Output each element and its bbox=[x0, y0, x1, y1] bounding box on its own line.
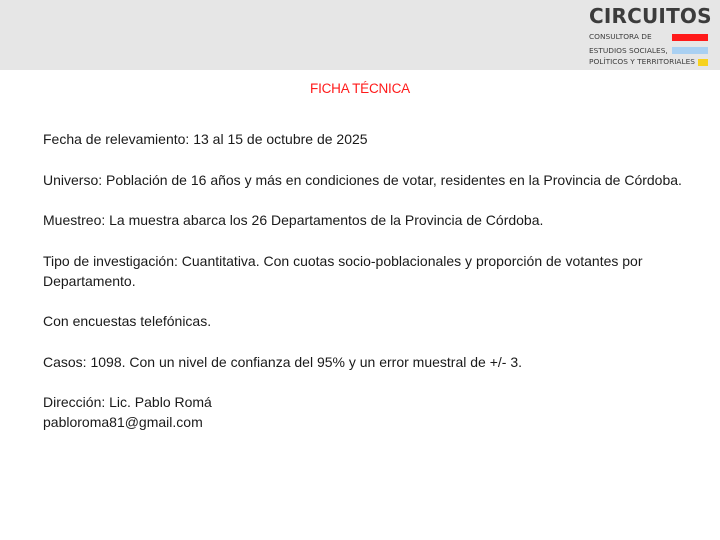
logo-blue-bar bbox=[672, 47, 708, 54]
logo-title: CIRCUITOS bbox=[589, 4, 712, 28]
logo-line-estudios: ESTUDIOS SOCIALES, bbox=[589, 46, 668, 55]
universo: Universo: Población de 16 años y más en condiciones de votar, residentes en la Provincia de Córdoba. bbox=[43, 172, 682, 188]
page-title: FICHA TÉCNICA bbox=[310, 81, 410, 96]
email-contact: pabloroma81@gmail.com bbox=[43, 414, 203, 430]
direccion: Dirección: Lic. Pablo Romá bbox=[43, 394, 212, 410]
fecha-relevamiento: Fecha de relevamiento: 13 al 15 de octubre de 2025 bbox=[43, 131, 368, 147]
logo-yellow-bar bbox=[698, 59, 708, 66]
circuitos-logo bbox=[589, 5, 715, 67]
header-band bbox=[0, 0, 720, 70]
logo-red-bar bbox=[672, 34, 708, 41]
logo-line-consultora: CONSULTORA DE bbox=[589, 32, 652, 41]
muestreo: Muestreo: La muestra abarca los 26 Departamentos de la Provincia de Córdoba. bbox=[43, 212, 544, 228]
encuestas-telefonicas: Con encuestas telefónicas. bbox=[43, 313, 212, 329]
logo-line-politicos: POLÍTICOS Y TERRITORIALES bbox=[589, 57, 695, 66]
casos: Casos: 1098. Con un nivel de confianza del 95% y un error muestral de +/- 3. bbox=[43, 354, 522, 370]
tipo-investigacion: Tipo de investigación: Cuantitativa. Con cuotas socio-poblacionales y proporción de votantes por Departamento. bbox=[43, 253, 643, 289]
